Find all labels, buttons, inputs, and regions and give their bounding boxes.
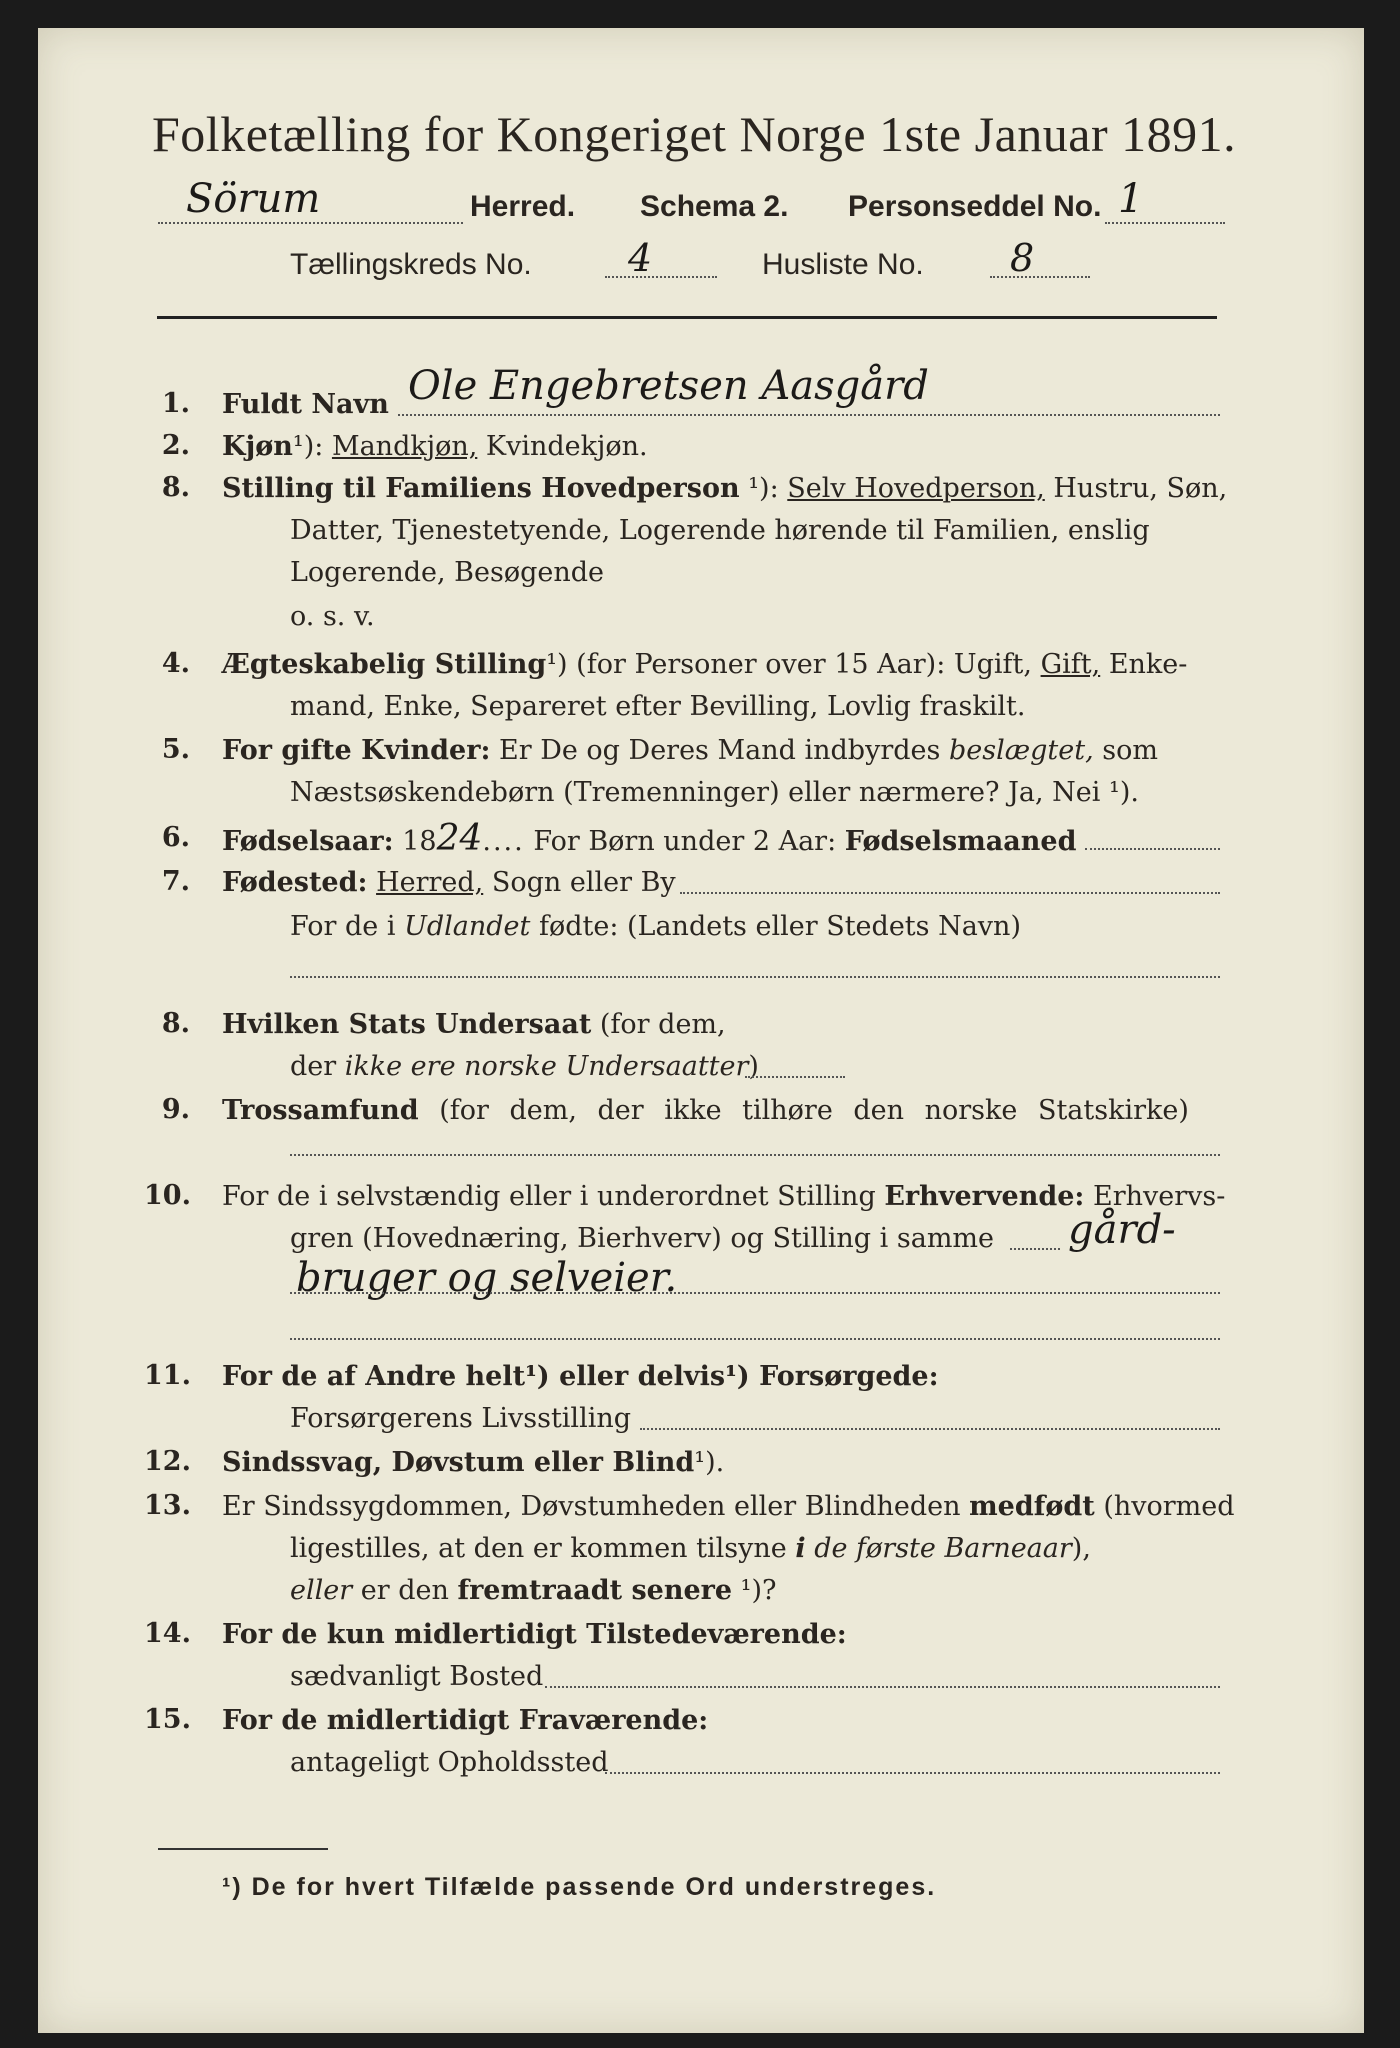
q11-dots [640, 1428, 1220, 1430]
q11-sup-1: ¹) [525, 1361, 550, 1392]
herred-dots [158, 222, 463, 224]
q5-text [222, 734, 1158, 768]
q3-rest: Hustru, Søn, [1053, 473, 1228, 504]
q4-part-b: Enke- [1108, 649, 1188, 680]
q4-label: Ægteskabelig Stilling [222, 649, 547, 680]
q8-label: Hvilken Stats Undersaat [222, 1009, 592, 1040]
q5-part-a: Er De og Deres Mand indbyrdes [499, 735, 941, 766]
q11-text [222, 1360, 939, 1394]
q13-line2-italic: de første Barneaar [814, 1533, 1072, 1564]
q12-text [222, 1446, 724, 1480]
q4-part-a: (for Personer over 15 Aar): Ugift, [576, 649, 1032, 680]
kreds-label: Tællingskreds No. [290, 248, 532, 281]
q6-rest: For Børn under 2 Aar: [533, 826, 837, 857]
q13-line3 [290, 1574, 777, 1608]
q4-sup: ¹) [546, 649, 568, 680]
q13-line2: ligestilles, at den er kommen tilsyne i de første Barneaar), [290, 1533, 1091, 1564]
q2-number: 2. [161, 430, 190, 461]
q4-line2: mand, Enke, Separeret efter Bevilling, Lovlig fraskilt. [290, 691, 1026, 722]
q3-text [222, 472, 1227, 506]
q1-label: Fuldt Navn [222, 389, 389, 420]
kreds-value: 4 [628, 236, 653, 280]
q6-value: 24 [436, 818, 483, 859]
q12-label: Sindssvag, Døvstum eller Blind [222, 1447, 695, 1478]
q5-number: 5. [161, 734, 190, 765]
personseddel-value: 1 [1118, 176, 1144, 222]
q10-part-a: For de i selvstændig eller i underordnet Stilling [222, 1181, 876, 1212]
q5-line2: Næstsøskendebørn (Tremenninger) eller nærmere? Ja, Nei ¹). [290, 777, 1139, 808]
schema-label: Schema 2. [640, 190, 789, 223]
personseddel-label: Personseddel No. [848, 190, 1102, 223]
q3-label: Stilling til Familiens Hovedperson [222, 473, 740, 504]
herred-label: Herred. [470, 190, 576, 223]
q15-label: For de midlertidigt Fraværende: [222, 1705, 709, 1736]
q2-option-kvinde: Kvindekjøn. [485, 431, 648, 462]
q5-label: For gifte Kvinder: [222, 735, 491, 766]
kreds-dots [605, 276, 717, 278]
q14-dots [545, 1686, 1220, 1688]
q11-sup-2: ¹) [725, 1361, 750, 1392]
q13-number: 13. [144, 1490, 191, 1521]
q7-line2-italic: Udlandet [404, 911, 531, 942]
q3-selected: Selv Hovedperson, [787, 473, 1045, 504]
q7-answer-dots [290, 976, 1220, 978]
q13-line3-b: ¹)? [740, 1575, 777, 1606]
q4-selected: Gift, [1040, 649, 1101, 680]
header-rule [157, 316, 1217, 319]
q3-sup: ¹): [748, 473, 779, 504]
q3-number: 8. [161, 472, 190, 503]
q7-text [222, 866, 676, 900]
q8-line2: der ikke ere norske Undersaatter) [290, 1051, 759, 1082]
q10-dots-a [1010, 1248, 1060, 1250]
q15-number: 15. [144, 1704, 191, 1735]
q14-label: For de kun midlertidigt Tilstedeværende: [222, 1619, 847, 1650]
q6-text: Fødselsaar: 1824.... For Børn under 2 Aar: Fødselsmaaned [222, 818, 1077, 859]
q1-number: 1. [161, 388, 190, 419]
q9-number: 9. [161, 1094, 190, 1125]
q8-part-a: (for dem, [599, 1009, 726, 1040]
husliste-dots [990, 276, 1090, 278]
q13-line3-a: er den [360, 1575, 449, 1606]
q10-value-2: bruger og selveier. [296, 1255, 678, 1301]
q11-line2: Forsørgerens Livsstilling [290, 1403, 632, 1434]
q8-number: 8. [161, 1008, 190, 1039]
q8-text [222, 1008, 726, 1042]
q8-line2-italic: ikke ere norske Undersaatter [344, 1051, 749, 1082]
q13-line3-bold: fremtraadt senere [457, 1575, 733, 1606]
q3-line4: o. s. v. [290, 601, 375, 632]
q8-dots [745, 1076, 845, 1078]
q8-line2-a: der [290, 1051, 337, 1082]
q2-option-mand: Mandkjøn, [331, 431, 478, 462]
form-title: Folketælling for Kongeriget Norge 1ste Januar 1891. [152, 106, 1237, 162]
q9-answer-dots [290, 1154, 1220, 1156]
q10-part-b: Erhvervs- [1093, 1181, 1226, 1212]
q2-sup: ¹): [292, 431, 324, 462]
q10-dots-b [290, 1292, 1220, 1294]
q7-label: Fødested: [222, 867, 368, 898]
q9-text [222, 1094, 1189, 1128]
q10-line2: gren (Hovednæring, Bierhverv) og Stilling i samme [290, 1223, 995, 1254]
q7-selected: Herred, [376, 867, 484, 898]
husliste-value: 8 [1010, 236, 1035, 280]
q2-label: Kjøn [222, 431, 293, 462]
q3-line2: Datter, Tjenestetyende, Logerende hørende til Familien, enslig [290, 515, 1150, 546]
q11-number: 11. [144, 1360, 191, 1391]
q5-part-b: som [1102, 735, 1158, 766]
q13-text [222, 1490, 1235, 1524]
q5-italic: beslægtet, [948, 735, 1094, 766]
q6-dots [1085, 848, 1220, 850]
q1-value: Ole Engebretsen Aasgård [408, 363, 929, 409]
q7-number: 7. [161, 866, 190, 897]
q7-rest: Sogn eller By [491, 867, 676, 898]
q10-value-1: gård- [1068, 1207, 1176, 1253]
q1-dots [398, 414, 1220, 416]
q13-line2-i: i [795, 1533, 806, 1564]
herred-value: Sörum [186, 176, 321, 222]
q3-line3: Logerende, Besøgende [290, 557, 604, 588]
q12-sup: ¹). [694, 1447, 725, 1478]
q6-prefix: 18 [402, 826, 437, 857]
q6-number: 6. [161, 822, 190, 853]
q10-bold: Erhvervende: [884, 1181, 1085, 1212]
q7-dots [680, 892, 1220, 894]
q13-line2-a: ligestilles, at den er kommen tilsyne [290, 1533, 787, 1564]
q15-line2: antageligt Opholdssted [290, 1747, 609, 1778]
q6-bold: Fødselsmaaned [844, 826, 1077, 857]
footnote: ¹) De for hvert Tilfælde passende Ord understreges. [222, 1873, 937, 1901]
q7-line2 [290, 910, 1021, 944]
q9-part-a: (for dem, der ikke tilhøre den norske Statskirke) [439, 1095, 1189, 1126]
q11-part-a: For de af Andre helt [222, 1361, 526, 1392]
q7-line2-a: For de i [290, 911, 396, 942]
q12-number: 12. [144, 1446, 191, 1477]
q13-bold: medfødt [969, 1491, 1095, 1522]
q11-part-c: Forsørgede: [759, 1361, 939, 1392]
q2-text [222, 430, 648, 464]
q4-text [222, 648, 1187, 682]
q10-number: 10. [144, 1180, 191, 1211]
q14-line2: sædvanligt Bosted [290, 1661, 544, 1692]
q7-line2-b: fødte: (Landets eller Stedets Navn) [538, 911, 1021, 942]
personseddel-dots [1105, 222, 1225, 224]
q13-line3-italic: eller [290, 1575, 353, 1606]
q10-dots-c [290, 1338, 1220, 1340]
q11-part-b: eller delvis [559, 1361, 726, 1392]
q4-number: 4. [161, 648, 190, 679]
q14-number: 14. [144, 1618, 191, 1649]
footnote-rule [158, 1848, 328, 1850]
husliste-label: Husliste No. [762, 248, 924, 281]
q9-label: Trossamfund [222, 1095, 419, 1126]
q13-part-a: Er Sindssygdommen, Døvstumheden eller Blindheden [222, 1491, 961, 1522]
q13-part-b: (hvormed [1103, 1491, 1235, 1522]
q15-dots [605, 1772, 1220, 1774]
q6-label: Fødselsaar: [222, 826, 394, 857]
